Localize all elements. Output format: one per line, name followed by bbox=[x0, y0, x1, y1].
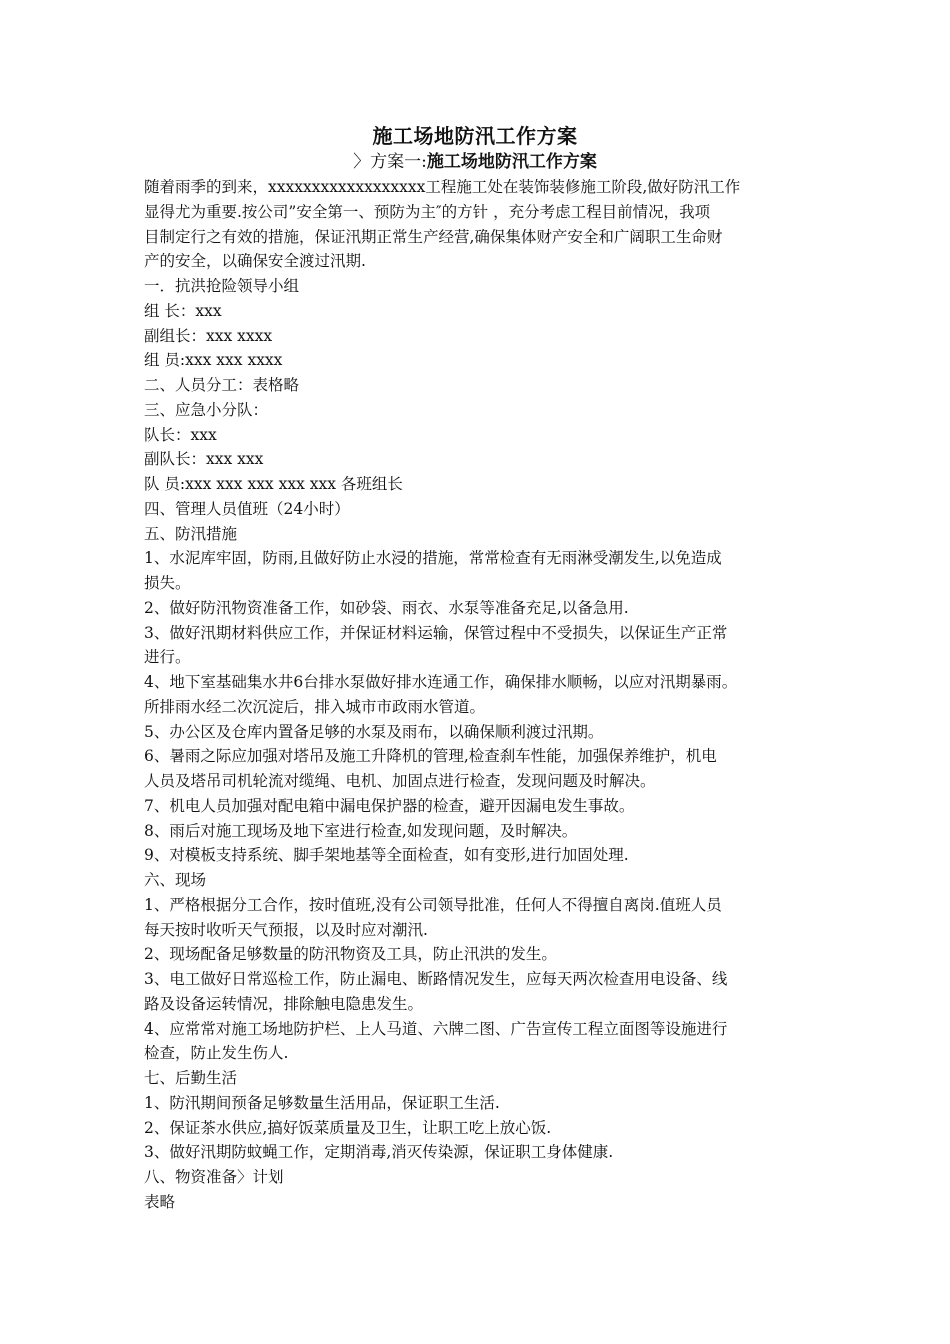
body-line: 四、管理人员值班（24小时） bbox=[144, 499, 350, 518]
body-line: 二、人员分工：表格略 bbox=[144, 376, 300, 394]
body-line: 1、防汛期间预备足够数量生活用品，保证职工生活. bbox=[144, 1093, 500, 1112]
body-line: 显得尤为重要.按公司”安全第一、预防为主″的方针 ，充分考虑工程目前情况，我项 bbox=[144, 202, 711, 221]
body-line: 八、物资准备〉计划 bbox=[144, 1168, 284, 1186]
body-line: 表略 bbox=[144, 1192, 176, 1211]
body-line: 8、雨后对施工现场及地下室进行检查,如发现问题，及时解决。 bbox=[144, 821, 578, 840]
body-line: 产的安全，以确保安全渡过汛期. bbox=[144, 252, 366, 271]
body-line: 目制定行之有效的措施，保证汛期正常生产经营,确保集体财产安全和广阔职工生命财 bbox=[144, 227, 723, 246]
body-line: 路及设备运转情况，排除触电隐患发生。 bbox=[144, 994, 424, 1013]
body-line: 队长：xxx bbox=[144, 425, 217, 444]
body-line: 2、现场配备足够数量的防汛物资及工具，防止汛洪的发生。 bbox=[144, 945, 557, 964]
body-line: 队 员:xxx xxx xxx xxx xxx 各班组长 bbox=[144, 475, 403, 493]
body-line: 7、机电人员加强对配电箱中漏电保护器的检查，避开因漏电发生事故。 bbox=[144, 796, 635, 815]
document-title: 施工场地防汛工作方案 bbox=[372, 124, 578, 148]
body-line: 组 员:xxx xxx xxxx bbox=[144, 351, 283, 370]
body-line: 六、现场 bbox=[144, 871, 207, 889]
body-line: 1、严格根据分工合作，按时值班,没有公司领导批准，任何人不得擅自离岗.值班人员 bbox=[144, 895, 722, 914]
subtitle-main: 施工场地防汛工作方案 bbox=[426, 152, 597, 172]
document-body bbox=[144, 175, 814, 1215]
body-line: 副组长：xxx xxxx bbox=[144, 326, 273, 345]
body-line: 所排雨水经二次沉淀后，排入城市市政雨水管道。 bbox=[144, 697, 486, 716]
body-line: 5、办公区及仓库内置备足够的水泵及雨布，以确保顺利渡过汛期。 bbox=[144, 722, 604, 741]
body-line: 七、后勤生活 bbox=[144, 1069, 238, 1087]
body-line: 损失。 bbox=[144, 574, 191, 592]
body-line: 三、应急小分队： bbox=[144, 400, 269, 419]
body-line: 随着雨季的到来，xxxxxxxxxxxxxxxxxx工程施工处在装饰装修施工阶段,做好防汛工作 bbox=[144, 178, 741, 196]
body-line: 3、电工做好日常巡检工作，防止漏电、断路情况发生，应每天两次检查用电设备、线 bbox=[144, 970, 728, 988]
body-line: 检查，防止发生伤人. bbox=[144, 1044, 289, 1063]
body-line: 2、做好防汛物资准备工作，如砂袋、雨衣、水泵等准备充足,以备急用. bbox=[144, 598, 629, 617]
document-subtitle bbox=[0, 150, 950, 174]
body-line: 副队长：xxx xxx bbox=[144, 450, 264, 469]
body-line: 进行。 bbox=[144, 648, 191, 667]
body-line: 五、防汛措施 bbox=[144, 524, 238, 543]
body-line: 9、对模板支持系统、脚手架地基等全面检查，如有变形,进行加固处理. bbox=[144, 846, 629, 865]
body-line: 4、应常常对施工场地防护栏、上人马道、六牌二图、广告宣传工程立面图等设施进行 bbox=[144, 1019, 728, 1038]
body-line: 2、保证茶水供应,搞好饭菜质量及卫生，让职工吃上放心饭. bbox=[144, 1118, 552, 1137]
body-line: 6、暑雨之际应加强对塔吊及施工升降机的管理,检查刹车性能，加强保养维护，机电 bbox=[144, 747, 717, 766]
body-line: 一．抗洪抢险领导小组 bbox=[144, 277, 300, 295]
body-line: 3、做好汛期材料供应工作，并保证材料运输，保管过程中不受损失，以保证生产正常 bbox=[144, 623, 728, 642]
body-line: 3、做好汛期防蚊蝇工作，定期消毒,消灭传染源，保证职工身体健康. bbox=[144, 1143, 614, 1162]
body-line: 1、水泥库牢固，防雨,且做好防止水浸的措施，常常检查有无雨淋受潮发生,以免造成 bbox=[144, 549, 722, 568]
body-line: 人员及塔吊司机轮流对缆绳、电机、加固点进行检查，发现问题及时解决。 bbox=[144, 772, 656, 790]
body-line: 组 长：xxx bbox=[144, 301, 222, 320]
subtitle-prefix: 〉方案一: bbox=[353, 152, 427, 172]
body-line: 4、地下室基础集水井6台排水泵做好排水连通工作，确保排水顺畅，以应对汛期暴雨。 bbox=[144, 673, 738, 691]
body-line: 每天按时收听天气预报，以及时应对潮汛. bbox=[144, 920, 428, 939]
